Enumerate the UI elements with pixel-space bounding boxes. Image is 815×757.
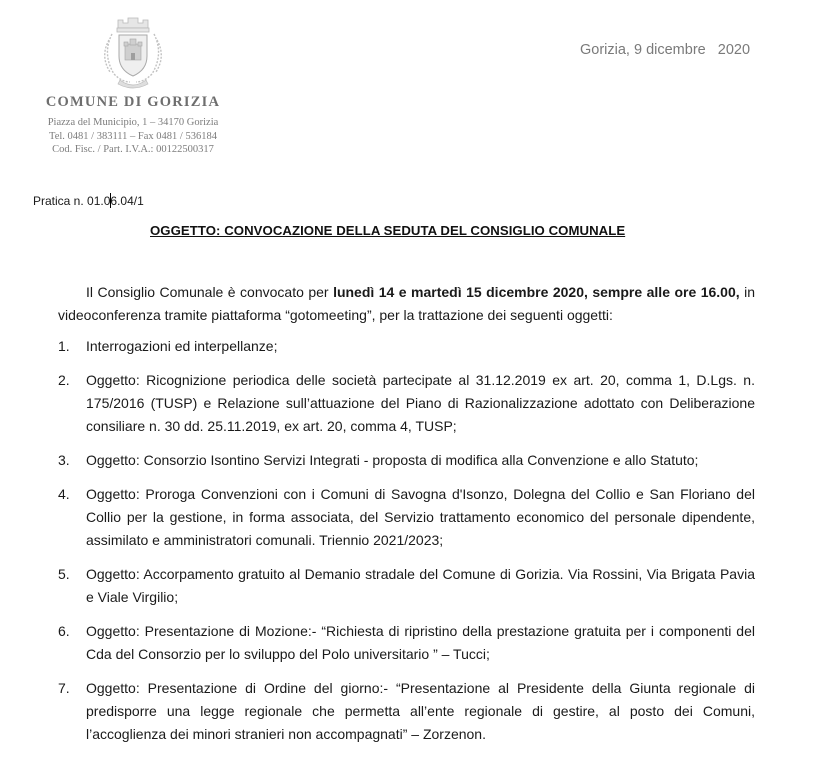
agenda-item	[58, 563, 755, 609]
phone-fax-line: Tel. 0481 / 383111 – Fax 0481 / 536184	[49, 130, 217, 142]
pratica-text-before-cursor: Pratica n. 01.0	[33, 194, 111, 208]
letterhead	[28, 12, 238, 157]
address-line: Piazza del Municipio, 1 – 34170 Gorizia	[47, 117, 219, 128]
tax-code-line: Cod. Fisc. / Part. I.V.A.: 00122500317	[52, 144, 214, 155]
item-number: 4.	[58, 486, 70, 502]
item-text: Oggetto: Presentazione di Mozione:- “Richiesta di ripristino della prestazione gratuita per i componenti del Cda del Consorzio per lo sviluppo del Polo universitario ” – Tucci;	[86, 623, 755, 662]
intro-text-start: Il Consiglio Comunale è convocato per	[86, 284, 334, 300]
item-number: 2.	[58, 372, 70, 388]
item-text: Oggetto: Accorpamento gratuito al Demanio stradale del Comune di Gorizia. Via Rossini, Via Brigata Pavia e Viale Virgilio;	[86, 566, 755, 605]
item-number: 7.	[58, 680, 70, 696]
document-date: Gorizia, 9 dicembre 2020	[580, 42, 751, 58]
item-number: 3.	[58, 452, 70, 468]
agenda-item	[58, 449, 755, 472]
intro-paragraph	[58, 281, 755, 327]
item-text: Oggetto: Proroga Convenzioni con i Comuni di Savogna d'Isonzo, Dolegna del Collio e San Floriano del Collio per la gestione, in forma associata, del Servizio trattamento economico del personale dipendente, assimilato e amministratori comunali. Triennio 2021/2023;	[86, 486, 755, 548]
item-text: Oggetto: Ricognizione periodica delle società partecipate al 31.12.2019 ex art. 20, comma 1, D.Lgs. n. 175/2016 (TUSP) e Relazione sull’attuazione del Piano di Razionalizzazione adottato con Deliberazione consiliare n. 30 dd. 25.11.2019, ex art. 20, comma 4, TUSP;	[86, 372, 755, 434]
agenda-item	[58, 335, 755, 358]
agenda-item	[58, 369, 755, 438]
pratica-number[interactable]	[33, 193, 144, 208]
item-text: Oggetto: Consorzio Isontino Servizi Integrati - proposta di modifica alla Convenzione e allo Statuto;	[86, 452, 699, 468]
agenda-item	[58, 620, 755, 666]
item-text: Interrogazioni ed interpellanze;	[86, 338, 278, 354]
coat-of-arms-icon	[96, 12, 170, 90]
item-text: Oggetto: Presentazione di Ordine del giorno:- “Presentazione al Presidente della Giunta regionale di predisporre una legge regionale che permetta all’ente regionale di gestire, al posto dei Comuni, l’accoglienza dei minori stranieri non accompagnati” – Zorzenon.	[86, 680, 755, 742]
intro-dates-bold: lunedì 14 e martedì 15 dicembre 2020, sempre alle ore 16.00,	[333, 284, 740, 300]
item-number: 1.	[58, 338, 70, 354]
pratica-text-after-cursor: 6.04/1	[110, 194, 144, 208]
agenda-item	[58, 483, 755, 552]
item-number: 5.	[58, 566, 70, 582]
subject-heading: OGGETTO: CONVOCAZIONE DELLA SEDUTA DEL CONSIGLIO COMUNALE	[150, 223, 626, 238]
municipality-name: COMUNE DI GORIZIA	[45, 94, 221, 110]
intro-text-end: in videoconferenza tramite piattaforma “gotomeeting”, per la trattazione dei seguenti oggetti:	[58, 284, 755, 323]
agenda-item	[58, 677, 755, 746]
item-number: 6.	[58, 623, 70, 639]
agenda-list	[58, 335, 755, 757]
